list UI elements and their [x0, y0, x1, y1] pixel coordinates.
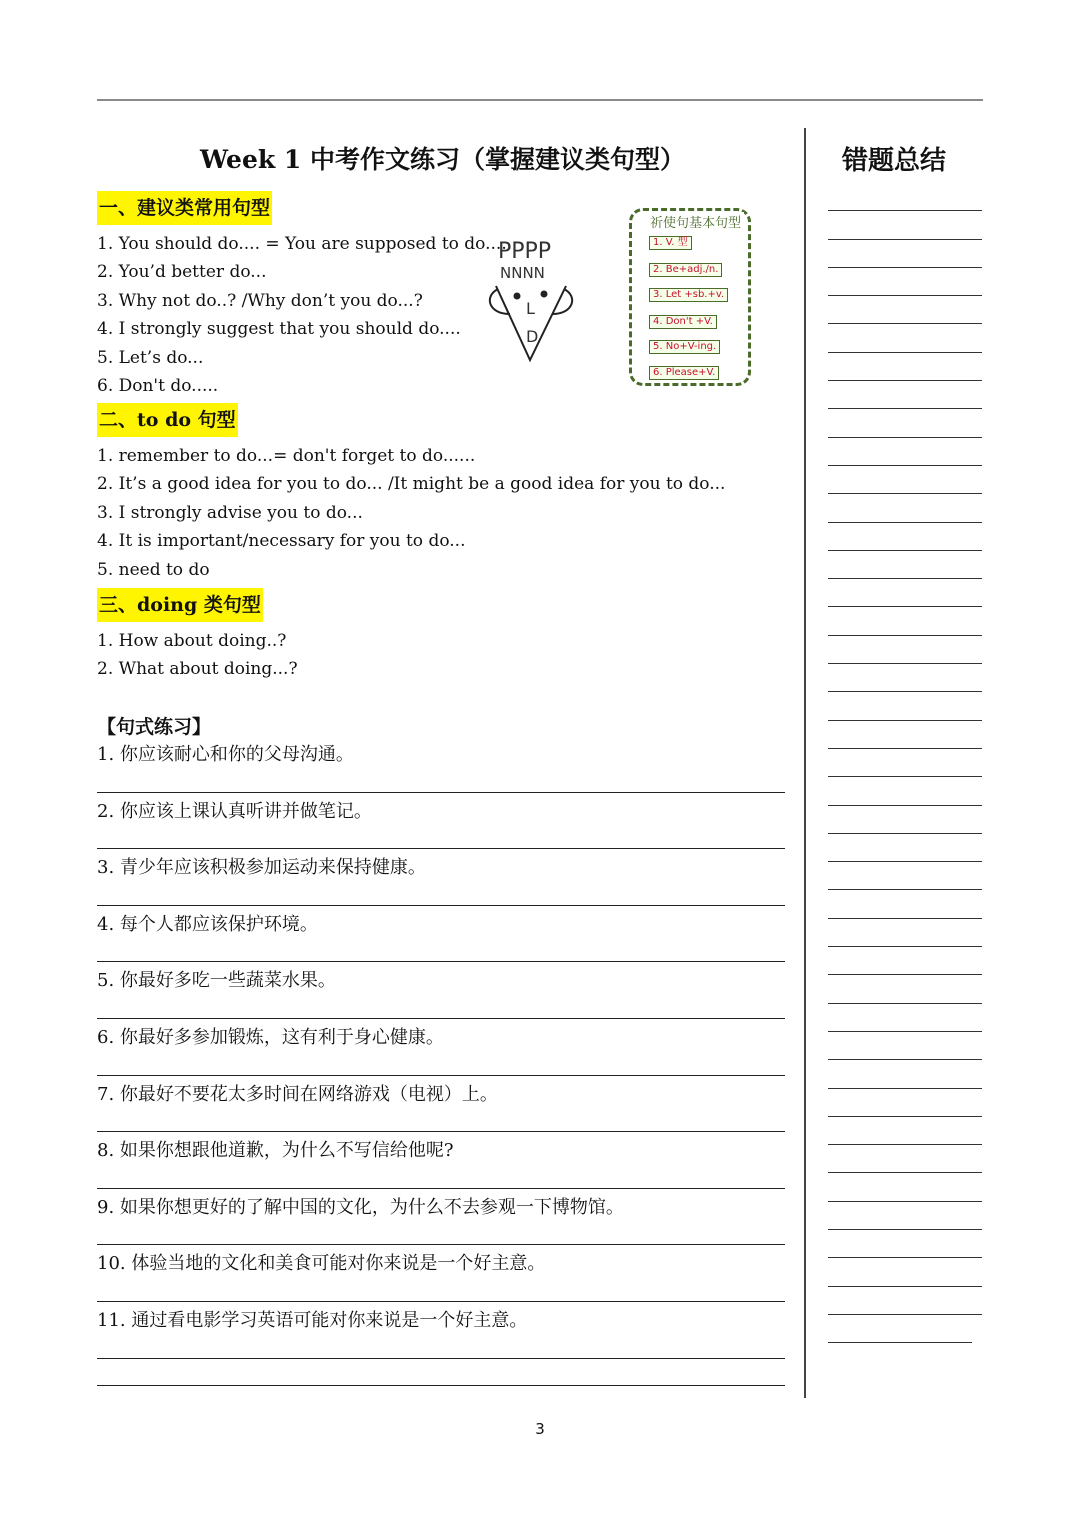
note-line[interactable]	[828, 438, 982, 466]
face-chin-text: D	[526, 327, 539, 346]
note-line[interactable]	[828, 353, 982, 381]
section-heading-doing-patterns: 三、doing 类句型	[97, 588, 263, 622]
note-line[interactable]	[828, 862, 982, 890]
list-item: 1. You should do.... = You are supposed to do.....	[97, 234, 513, 254]
note-line[interactable]	[828, 777, 982, 805]
note-line[interactable]	[828, 551, 982, 579]
face-row2-text: NNNN	[500, 264, 545, 282]
column-divider	[804, 128, 806, 1398]
exercise-prompt: 8. 如果你想跟他道歉，为什么不写信给他呢?	[97, 1140, 454, 1162]
note-line[interactable]	[828, 1089, 982, 1117]
note-line[interactable]	[828, 1060, 982, 1088]
exercise-item[interactable]	[97, 1189, 785, 1246]
exercise-item[interactable]	[97, 1132, 785, 1189]
note-line[interactable]	[828, 636, 982, 664]
card-item: 1. V. 型	[649, 236, 692, 250]
answer-line[interactable]	[97, 1358, 785, 1359]
note-line[interactable]	[828, 1145, 982, 1173]
exercise-item[interactable]	[97, 1076, 785, 1133]
list-item: 4. I strongly suggest that you should do....	[97, 319, 461, 340]
exercise-item[interactable]	[97, 1019, 785, 1076]
note-line[interactable]	[828, 466, 982, 494]
note-line[interactable]	[828, 268, 982, 296]
card-item: 3. Let +sb.+v.	[649, 288, 728, 302]
list-item: 4. It is important/necessary for you to do...	[97, 531, 466, 552]
note-line[interactable]	[828, 324, 982, 352]
face-doodle-illustration	[488, 234, 578, 366]
list-item: 2. It’s a good idea for you to do... /It might be a good idea for you to do...	[97, 474, 726, 495]
top-divider	[97, 99, 983, 101]
note-line[interactable]	[828, 1230, 982, 1258]
exercise-prompt: 1. 你应该耐心和你的父母沟通。	[97, 744, 354, 765]
note-line[interactable]	[828, 692, 982, 720]
card-item: 6. Please+V.	[649, 366, 719, 380]
face-row1-text: PPPP	[498, 239, 552, 264]
list-item: 1. How about doing..?	[97, 631, 287, 651]
note-line[interactable]	[828, 1258, 982, 1286]
note-line[interactable]	[828, 664, 982, 692]
list-item: 5. Let’s do...	[97, 347, 204, 368]
note-line[interactable]	[828, 721, 982, 749]
note-line[interactable]	[828, 211, 982, 239]
suggestion-pattern-list	[97, 230, 512, 400]
note-line[interactable]	[828, 494, 982, 522]
note-line[interactable]	[828, 523, 982, 551]
note-line[interactable]	[828, 296, 982, 324]
exercise-item[interactable]	[97, 1245, 785, 1302]
note-line[interactable]	[828, 409, 982, 437]
section-heading-to-do-patterns: 二、to do 句型	[97, 403, 238, 437]
note-line[interactable]	[828, 1287, 982, 1315]
imperative-pattern-card	[629, 208, 755, 392]
note-line[interactable]	[828, 975, 982, 1003]
note-line[interactable]	[828, 947, 982, 975]
exercise-item[interactable]	[97, 736, 785, 793]
list-item: 5. need to do	[97, 559, 210, 580]
answer-line[interactable]	[97, 1385, 785, 1386]
exercise-item[interactable]	[97, 962, 785, 1019]
list-item: 6. Don't do.....	[97, 375, 219, 396]
note-line[interactable]	[828, 749, 982, 777]
page-number: 3	[535, 1420, 545, 1438]
exercise-item[interactable]	[97, 849, 785, 906]
exercise-prompt: 3. 青少年应该积极参加运动来保持健康。	[97, 857, 426, 879]
note-line[interactable]	[828, 579, 982, 607]
exercise-prompt: 4. 每个人都应该保护环境。	[97, 913, 318, 935]
note-line[interactable]	[828, 1117, 982, 1145]
exercise-item[interactable]	[97, 906, 785, 963]
list-item: 1. remember to do...= don't forget to do......	[97, 446, 476, 466]
note-line[interactable]	[828, 919, 982, 947]
note-line[interactable]	[828, 1173, 982, 1201]
side-panel-title: 错题总结	[842, 146, 947, 176]
list-item: 2. What about doing...?	[97, 659, 298, 680]
to-do-pattern-list	[97, 442, 725, 584]
exercise-prompt: 2. 你应该上课认真听讲并做笔记。	[97, 800, 372, 822]
note-line[interactable]	[828, 381, 982, 409]
note-line[interactable]	[828, 806, 982, 834]
card-item: 4. Don't +V.	[649, 315, 717, 329]
exercise-prompt: 5. 你最好多吃一些蔬菜水果。	[97, 970, 336, 992]
note-line[interactable]	[828, 240, 982, 268]
practice-heading: 【句式练习】	[97, 716, 212, 738]
mistake-summary-lines[interactable]	[828, 183, 982, 1343]
doing-pattern-list	[97, 627, 298, 684]
note-line[interactable]	[828, 183, 982, 211]
note-line[interactable]	[828, 834, 982, 862]
exercise-prompt: 11. 通过看电影学习英语可能对你来说是一个好主意。	[97, 1310, 528, 1331]
list-item: 3. Why not do..? /Why don’t you do...?	[97, 290, 423, 311]
card-item: 2. Be+adj./n.	[649, 263, 722, 277]
face-nose-text: L	[526, 299, 535, 318]
exercise-prompt: 10. 体验当地的文化和美食可能对你来说是一个好主意。	[97, 1253, 546, 1275]
card-item: 5. No+V-ing.	[649, 340, 720, 354]
list-item: 3. I strongly advise you to do...	[97, 502, 363, 523]
note-line[interactable]	[828, 1315, 972, 1343]
note-line[interactable]	[828, 607, 982, 635]
page-title: Week 1 中考作文练习（掌握建议类句型）	[200, 145, 685, 174]
exercise-prompt: 7. 你最好不要花太多时间在网络游戏（电视）上。	[97, 1083, 498, 1105]
note-line[interactable]	[828, 1202, 982, 1230]
note-line[interactable]	[828, 1004, 982, 1032]
note-line[interactable]	[828, 890, 982, 918]
exercise-prompt: 9. 如果你想更好的了解中国的文化，为什么不去参观一下博物馆。	[97, 1196, 624, 1218]
card-title: 祈使句基本句型	[647, 212, 744, 231]
list-item: 2. You’d better do...	[97, 262, 267, 283]
exercise-item[interactable]	[97, 793, 785, 850]
exercise-item[interactable]	[97, 1302, 785, 1359]
section-heading-suggestion-patterns: 一、建议类常用句型	[97, 191, 272, 225]
exercise-prompt: 6. 你最好多参加锻炼，这有利于身心健康。	[97, 1027, 444, 1048]
note-line[interactable]	[828, 1032, 982, 1060]
